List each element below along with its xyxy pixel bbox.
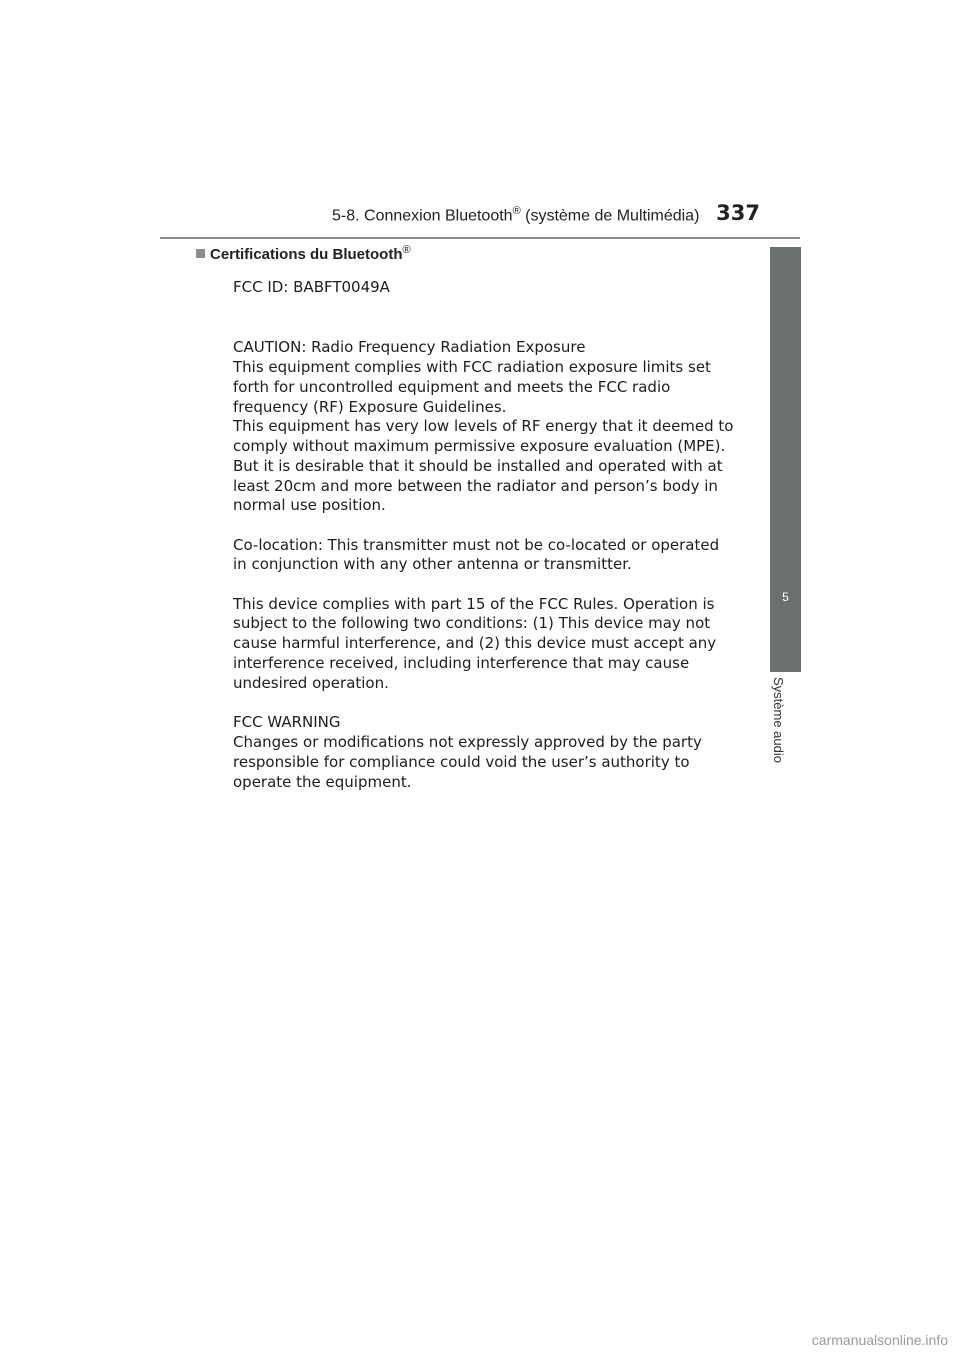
body-line: Co-location: This transmitter must not be co-located or operated: [233, 536, 720, 554]
body-line: in conjunction with any other antenna or transmitter.: [233, 555, 632, 573]
body-line: This equipment has very low levels of RF energy that it deemed to: [233, 417, 734, 435]
chapter-tab-number: 5: [782, 590, 789, 604]
body-line: forth for uncontrolled equipment and meets the FCC radio: [233, 378, 671, 396]
body-line: frequency (RF) Exposure Guidelines.: [233, 398, 507, 416]
body-line: CAUTION: Radio Frequency Radiation Exposure: [233, 338, 586, 356]
body-line: comply without maximum permissive exposure evaluation (MPE).: [233, 437, 726, 455]
registered-mark: ®: [512, 205, 521, 217]
body-line: undesired operation.: [233, 674, 389, 692]
body-line: Changes or modifications not expressly approved by the party: [233, 733, 702, 751]
chapter-side-tab: [770, 247, 801, 672]
fcc-id-line: FCC ID: BABFT0049A: [233, 278, 390, 296]
body-line: This equipment complies with FCC radiation exposure limits set: [233, 358, 711, 376]
body-line: responsible for compliance could void the user’s authority to: [233, 753, 690, 771]
body-line: interference received, including interference that may cause: [233, 654, 690, 672]
body-line: This device complies with part 15 of the FCC Rules. Operation is: [233, 595, 715, 613]
body-line: operate the equipment.: [233, 773, 412, 791]
page-number: 337: [716, 201, 760, 225]
body-line: FCC WARNING: [233, 713, 341, 731]
section-heading: Certifications du Bluetooth®: [196, 244, 411, 263]
footer-watermark: carmanualsonline.info: [811, 1332, 948, 1348]
registered-mark: ®: [402, 244, 411, 256]
body-line: subject to the following two conditions: (1) This device may not: [233, 614, 711, 632]
body-line: But it is desirable that it should be installed and operated with at: [233, 457, 723, 475]
body-line: least 20cm and more between the radiator and person’s body in: [233, 477, 718, 495]
chapter-title: 5-8. Connexion Bluetooth® (système de Multimédia): [332, 205, 700, 225]
body-line: normal use position.: [233, 496, 386, 514]
chapter-tab-label: Système audio: [771, 677, 786, 763]
page-header: [160, 197, 800, 239]
square-bullet-icon: [196, 249, 205, 258]
body-line: cause harmful interference, and (2) this device must accept any: [233, 634, 717, 652]
